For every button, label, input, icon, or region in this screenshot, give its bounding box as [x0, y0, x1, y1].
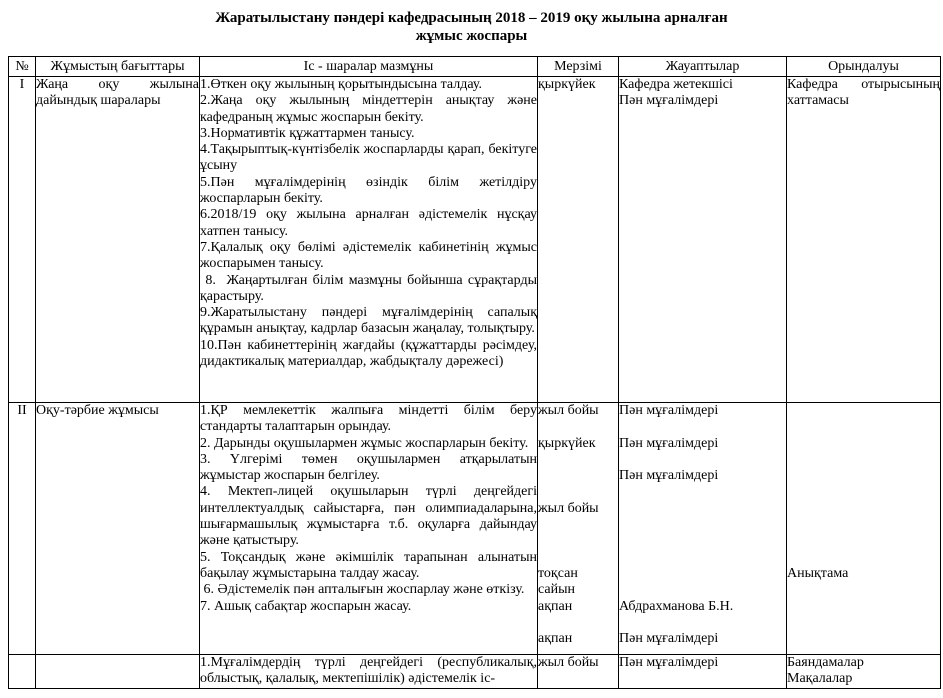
text-line: Абдрахманова Б.Н.	[619, 598, 734, 614]
text-line	[538, 452, 618, 468]
text-line	[538, 517, 618, 533]
header-direction: Жұмыстың бағыттары	[36, 57, 200, 77]
row2-direction-cell: Оқу-тәрбие жұмысы	[36, 403, 200, 655]
text-line	[619, 501, 786, 517]
text-line: Пән мұғалімдері	[619, 655, 719, 670]
header-number: №	[9, 57, 36, 77]
row3-result-cell	[787, 655, 941, 689]
text-line: 4. Мектеп-лицей оқушыларын түрлі деңгейдегі интеллектуалдық сайыстарға, пән олимпиадаларына, шығармашылық жұмыстарға т.б. оқуларға дайындау және қатыстыру.	[200, 484, 537, 549]
text-line: 8. Жаңартылған білім мазмұны бойынша сұрақтарды қарастыру.	[200, 272, 537, 304]
text-line: ақпан	[538, 631, 573, 647]
row2-result-cell	[787, 403, 941, 655]
text-line: тоқсан	[538, 565, 578, 581]
text-line: Пән мұғалімдері	[619, 93, 719, 109]
table-row-3	[9, 655, 941, 689]
text-line: жыл бойы	[538, 655, 599, 670]
row3-direction-cell	[36, 655, 200, 689]
row2-responsible-cell	[619, 403, 787, 655]
text-line	[538, 484, 618, 500]
page-title	[0, 10, 943, 45]
text-line: Кафедра отырысының хаттамасы	[787, 77, 940, 109]
text-line: Мақалалар	[787, 671, 853, 687]
text-line: Анықтама	[787, 565, 849, 581]
text-line: 5. Тоқсандық және әкімшілік тарапынан алынатын бақылау жұмыстарына талдау жасау.	[200, 549, 537, 581]
text-line: 9.Жаратылыстану пәндері мұғалімдерінің сапалық құрамын анықтау, кадрлар базасын жаңалау, толықтыру.	[200, 305, 537, 337]
title-line-2: жұмыс жоспары	[415, 27, 528, 44]
text-line	[538, 615, 618, 631]
text-line: 3. Үлгерімі төмен оқушылармен атқарылатын жұмыстар жоспарын белгілеу.	[200, 451, 537, 484]
text-line	[787, 550, 940, 566]
text-line	[619, 566, 786, 582]
row2-number-cell: II	[9, 403, 36, 655]
row3-term-cell	[538, 655, 619, 689]
text-line	[787, 419, 940, 435]
text-line	[787, 452, 940, 468]
text-line: 1.ҚР мемлекеттік жалпыға міндетті білім беру стандарты талаптарын орындау.	[200, 403, 537, 435]
text-line: Пән мұғалімдері	[619, 435, 719, 451]
text-line	[619, 517, 786, 533]
title-line-1: Жаратылыстану пәндері кафедрасының 2018 – 2019 оқу жылына арналған	[215, 10, 728, 26]
text-line: 2. Дарынды оқушылармен жұмыс жоспарларын бекіту.	[200, 435, 529, 451]
text-line	[538, 533, 618, 549]
text-line: Пән мұғалімдері	[619, 403, 719, 418]
text-line: Баяндамалар	[787, 655, 864, 670]
row1-number-cell: I	[9, 77, 36, 403]
row3-responsible-cell	[619, 655, 787, 689]
text-line	[619, 533, 786, 549]
row1-term-cell	[538, 77, 619, 403]
text-line: 4.Тақырыптық-күнтізбелік жоспарларды қарап, бекітуге ұсыну	[200, 142, 537, 174]
text-line: 1.Мұғалімдердің түрлі деңгейдегі (республикалық, облыстық, қалалық, мектепішілік) әдістемелік іс-	[200, 655, 537, 687]
text-line	[787, 501, 940, 517]
text-line	[787, 484, 940, 500]
text-line	[787, 533, 940, 549]
row1-result-cell	[787, 77, 941, 403]
text-line: 2.Жаңа оқу жылының міндеттерін анықтау және кафедраның жұмыс жоспарын бекіту.	[200, 93, 537, 125]
text-line	[619, 452, 786, 468]
text-line	[619, 484, 786, 500]
text-line: 7. Ашық сабақтар жоспарын жасау.	[200, 598, 412, 614]
text-line: 7.Қалалық оқу бөлімі әдістемелік кабинетінің жұмыс жоспарымен танысу.	[200, 239, 537, 272]
row1-responsible-cell	[619, 77, 787, 403]
text-line	[538, 550, 618, 566]
text-line: Пән мұғалімдері	[619, 468, 719, 484]
table-row-2	[9, 403, 941, 655]
text-line	[787, 468, 940, 484]
row3-activities-cell	[200, 655, 538, 689]
table-row-1	[9, 77, 941, 403]
text-line	[619, 550, 786, 566]
row3-number-cell	[9, 655, 36, 689]
work-plan-table	[8, 56, 941, 689]
text-line	[787, 436, 940, 452]
header-responsible: Жауаптылар	[619, 57, 787, 77]
text-line: 5.Пән мұғалімдерінің өзіндік білім жетілдіру жоспарларын бекіту.	[200, 174, 537, 207]
text-line	[538, 468, 618, 484]
text-line: Кафедра жетекшісі	[619, 77, 733, 92]
text-line: жыл бойы	[538, 500, 599, 516]
text-line: жыл бойы	[538, 403, 599, 418]
text-line: 10.Пән кабинеттерінің жағдайы (құжаттарды рәсімдеу, дидактикалық материалдар, жабдықталу дәрежесі)	[200, 337, 537, 370]
text-line: 6. Әдістемелік пән апталығын жоспарлау және өткізу.	[200, 582, 525, 598]
text-line: 1.Өткен оқу жылының қорытындысына талдау.	[200, 77, 482, 92]
header-term: Мерзімі	[538, 57, 619, 77]
text-line	[619, 615, 786, 631]
row1-activities-cell	[200, 77, 538, 403]
text-line: сайын	[538, 582, 575, 598]
table-header-row	[9, 57, 941, 77]
text-line	[619, 582, 786, 598]
text-line: Пән мұғалімдері	[619, 631, 719, 647]
text-line	[787, 403, 940, 419]
header-result: Орындалуы	[787, 57, 941, 77]
header-activities: Іс - шаралар мазмұны	[200, 57, 538, 77]
text-line: 3.Нормативтік құжаттармен танысу.	[200, 125, 415, 141]
text-line	[619, 419, 786, 435]
text-line: қыркүйек	[538, 435, 596, 451]
text-line: қыркүйек	[538, 77, 596, 92]
row1-direction-cell: Жаңа оқу жылына дайындық шаралары	[36, 77, 200, 403]
text-line: ақпан	[538, 598, 573, 614]
row2-activities-cell	[200, 403, 538, 655]
text-line	[787, 517, 940, 533]
text-line: 6.2018/19 оқу жылына арналған әдістемелік нұсқау хатпен танысу.	[200, 207, 537, 239]
row2-term-cell	[538, 403, 619, 655]
text-line	[538, 419, 618, 435]
